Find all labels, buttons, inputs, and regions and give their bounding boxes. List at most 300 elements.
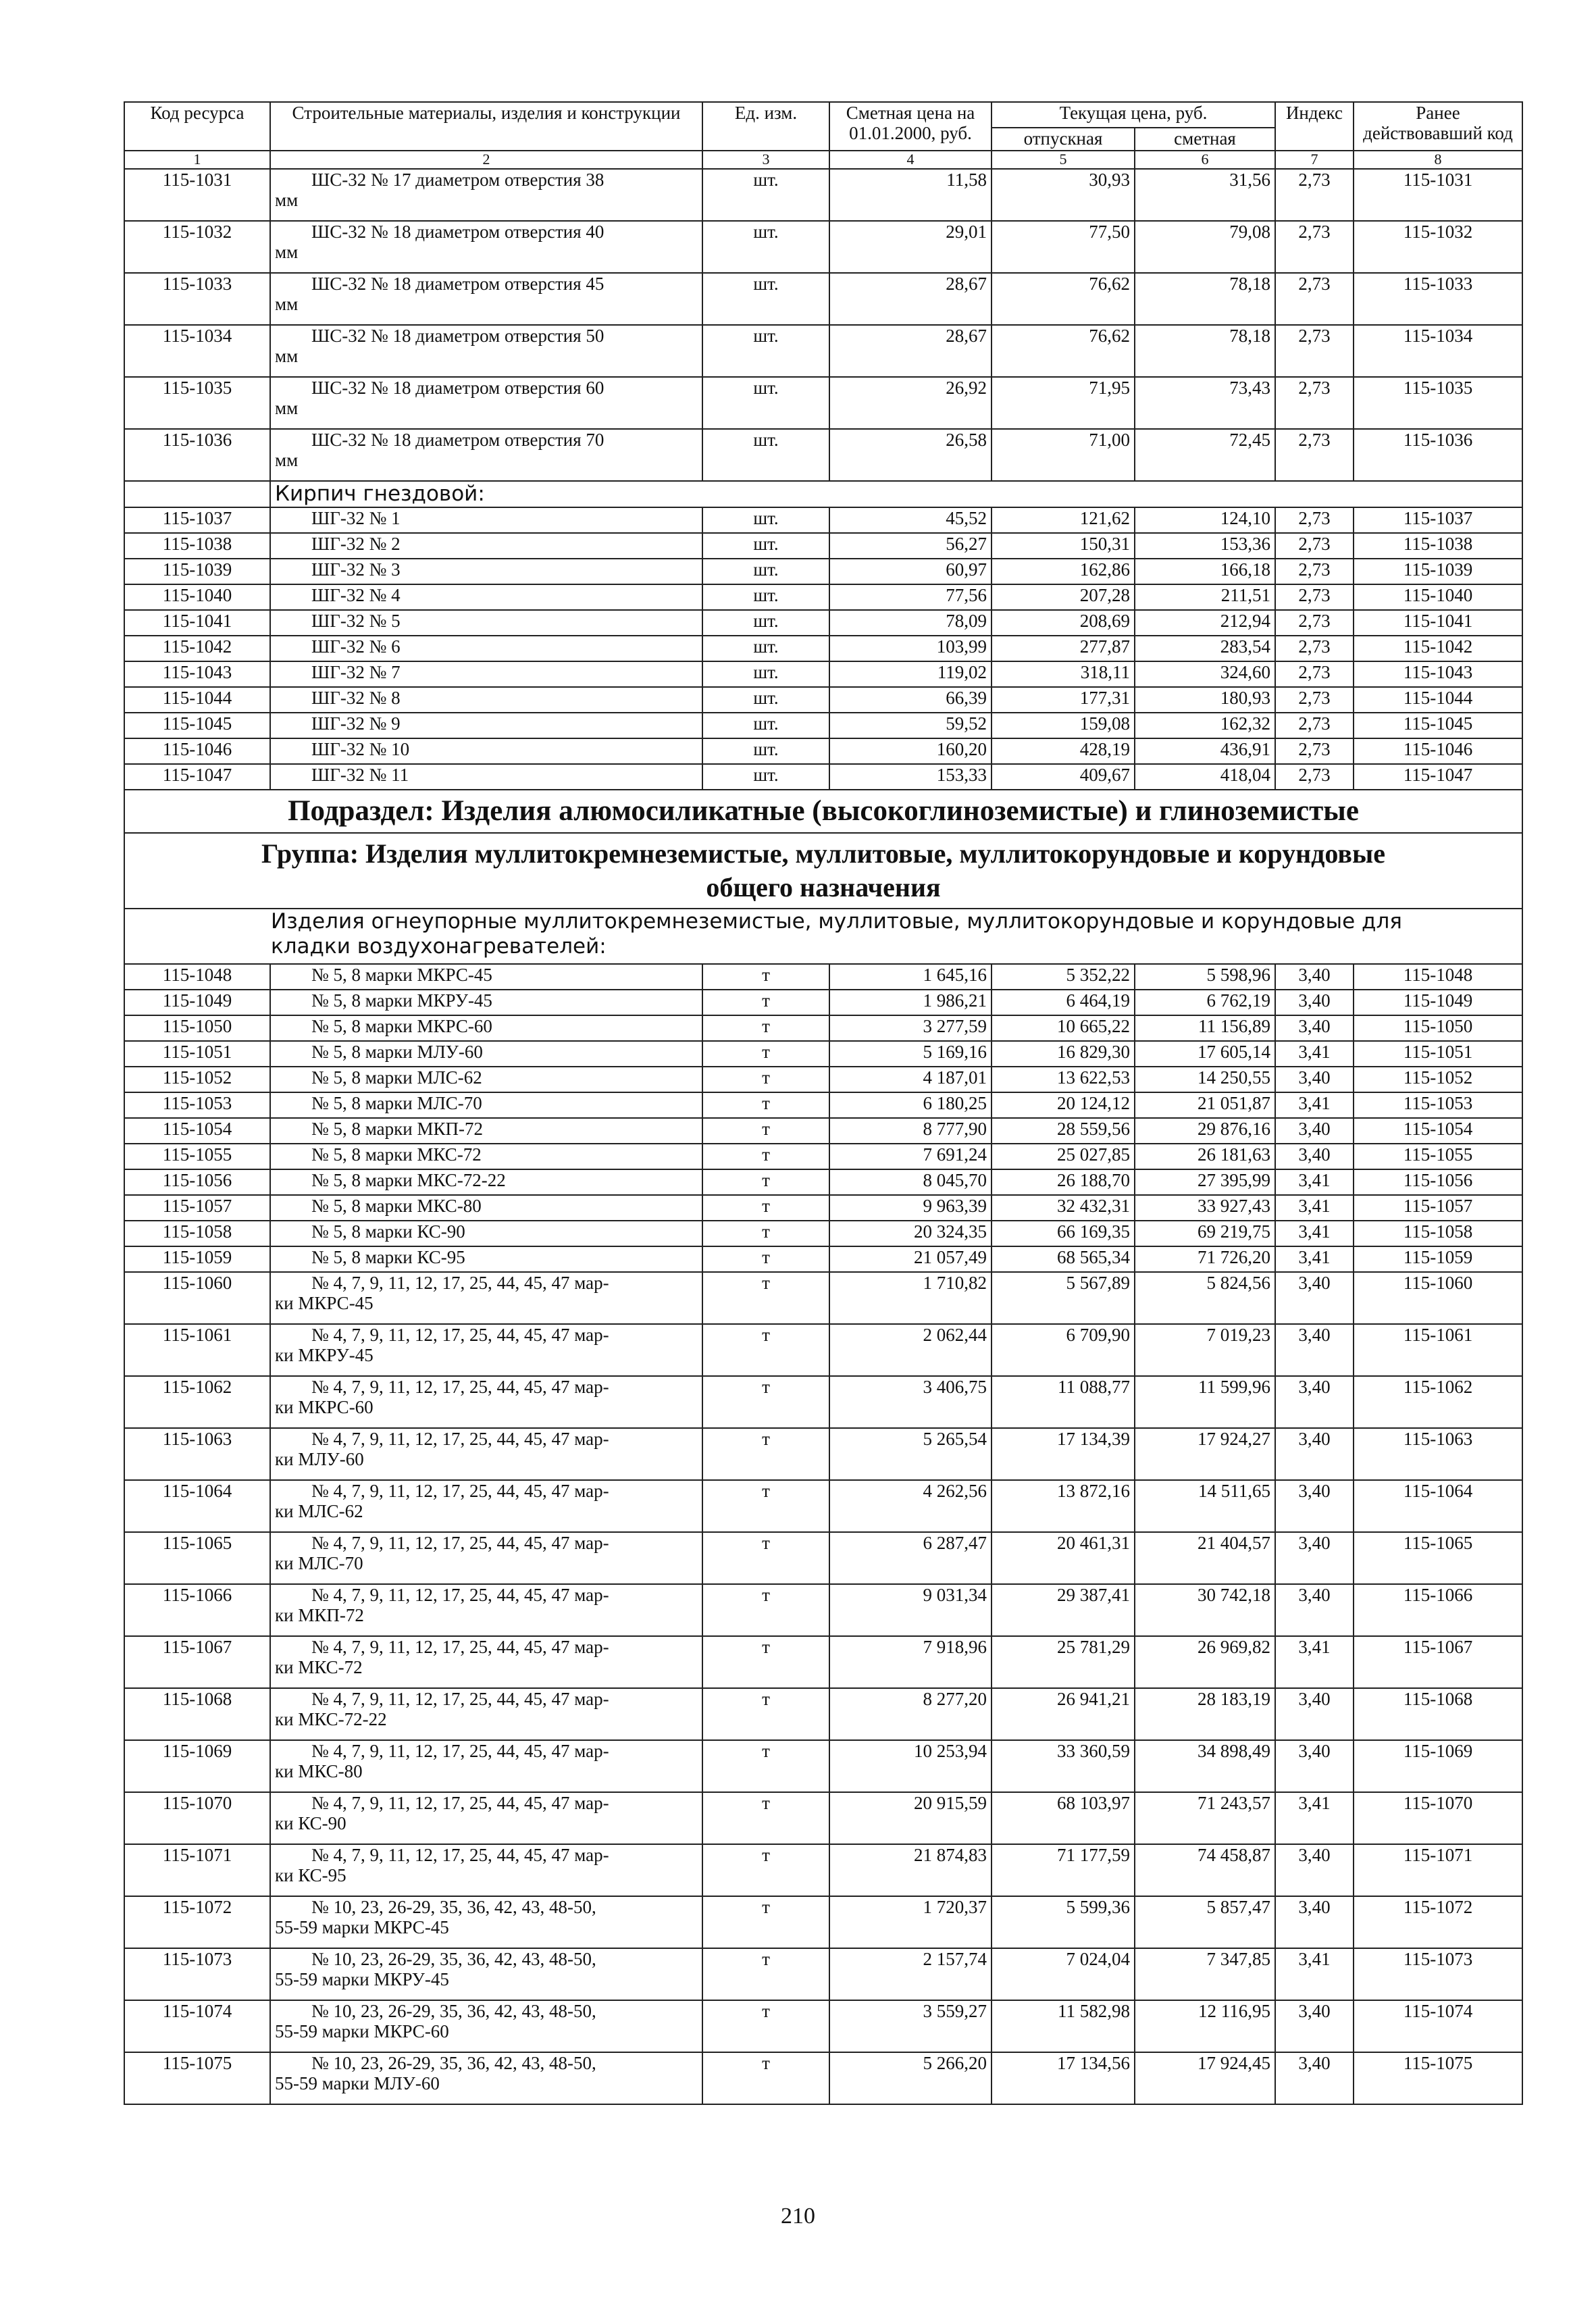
resource-code: 115-1042	[124, 636, 270, 661]
caption-spacer	[124, 481, 270, 507]
base-price-cell: 7 918,96	[829, 1636, 992, 1688]
base-price-cell: 4 187,01	[829, 1067, 992, 1092]
table-row	[124, 1740, 1522, 1792]
prev-code-cell: 115-1042	[1354, 636, 1522, 661]
material-name	[270, 507, 702, 533]
resource-code: 115-1051	[124, 1041, 270, 1067]
release-price-cell: 28 559,56	[992, 1118, 1135, 1144]
estimate-price-cell: 21 051,87	[1135, 1092, 1275, 1118]
index-cell: 2,73	[1275, 713, 1354, 738]
prev-code-cell: 115-1071	[1354, 1844, 1522, 1896]
prev-code-cell: 115-1037	[1354, 507, 1522, 533]
release-price-cell: 26 188,70	[992, 1169, 1135, 1195]
material-name	[270, 1584, 702, 1636]
prev-code-cell: 115-1050	[1354, 1015, 1522, 1041]
group-title-line2: общего назначения	[706, 871, 941, 903]
material-name-line1: ШГ-32 № 11	[311, 764, 409, 785]
release-price-cell: 10 665,22	[992, 1015, 1135, 1041]
index-cell: 3,40	[1275, 1272, 1354, 1324]
material-name-line1: ШС-32 № 18 диаметром отверстия 40	[311, 221, 604, 242]
index-cell: 3,40	[1275, 1740, 1354, 1792]
material-name-line2: 55-59 марки МЛУ-60	[275, 2073, 440, 2094]
material-name	[270, 1144, 702, 1169]
price-table-body	[124, 169, 1522, 2104]
release-price-cell: 13 872,16	[992, 1480, 1135, 1532]
material-name-line1: № 5, 8 марки МЛУ-60	[311, 1041, 483, 1062]
estimate-price-cell: 212,94	[1135, 610, 1275, 636]
base-price-cell: 6 287,47	[829, 1532, 992, 1584]
table-row	[124, 1688, 1522, 1740]
resource-code: 115-1047	[124, 764, 270, 790]
index-cell: 2,73	[1275, 221, 1354, 273]
resource-code: 115-1034	[124, 325, 270, 377]
base-price-cell: 153,33	[829, 764, 992, 790]
base-price-cell: 3 277,59	[829, 1015, 992, 1041]
index-cell: 2,73	[1275, 429, 1354, 481]
material-name-line1: № 4, 7, 9, 11, 12, 17, 25, 44, 45, 47 мар-	[311, 1428, 609, 1449]
table-row	[124, 1092, 1522, 1118]
resource-code: 115-1054	[124, 1118, 270, 1144]
table-row	[124, 1948, 1522, 2000]
header-prev-code: Ранее действовавший код	[1354, 102, 1522, 151]
table-row	[124, 1428, 1522, 1480]
material-name-line1: ШГ-32 № 10	[311, 738, 410, 759]
resource-code: 115-1048	[124, 964, 270, 990]
unit-cell: т	[702, 1376, 829, 1428]
resource-code: 115-1056	[124, 1169, 270, 1195]
index-cell: 3,40	[1275, 1584, 1354, 1636]
release-price-cell: 20 124,12	[992, 1092, 1135, 1118]
unit-cell: т	[702, 1532, 829, 1584]
material-name-line2: ки МКРУ-45	[275, 1345, 374, 1366]
material-name-line1: ШГ-32 № 2	[311, 533, 401, 554]
resource-code: 115-1057	[124, 1195, 270, 1221]
material-name-line2: 55-59 марки МКРС-60	[275, 2021, 449, 2042]
unit-cell: шт.	[702, 273, 829, 325]
release-price-cell: 7 024,04	[992, 1948, 1135, 2000]
material-name	[270, 764, 702, 790]
material-name-line1: № 4, 7, 9, 11, 12, 17, 25, 44, 45, 47 мар-	[311, 1740, 609, 1761]
release-price-cell: 71,95	[992, 377, 1135, 429]
prev-code-cell: 115-1043	[1354, 661, 1522, 687]
unit-cell: т	[702, 1688, 829, 1740]
resource-code: 115-1041	[124, 610, 270, 636]
index-cell: 3,40	[1275, 1428, 1354, 1480]
prev-code-cell: 115-1038	[1354, 533, 1522, 559]
unit-cell: т	[702, 1118, 829, 1144]
base-price-cell: 8 277,20	[829, 1688, 992, 1740]
prev-code-cell: 115-1051	[1354, 1041, 1522, 1067]
release-price-cell: 11 088,77	[992, 1376, 1135, 1428]
material-name	[270, 584, 702, 610]
material-name	[270, 1896, 702, 1948]
base-price-cell: 2 157,74	[829, 1948, 992, 2000]
prev-code-cell: 115-1064	[1354, 1480, 1522, 1532]
index-cell: 3,40	[1275, 1896, 1354, 1948]
release-price-cell: 33 360,59	[992, 1740, 1135, 1792]
material-name	[270, 964, 702, 990]
resource-code: 115-1044	[124, 687, 270, 713]
index-cell: 3,41	[1275, 1792, 1354, 1844]
resource-code: 115-1059	[124, 1246, 270, 1272]
material-name	[270, 559, 702, 584]
unit-cell: т	[702, 1272, 829, 1324]
unit-cell: т	[702, 2000, 829, 2052]
prev-code-cell: 115-1063	[1354, 1428, 1522, 1480]
prev-code-cell: 115-1031	[1354, 169, 1522, 221]
material-name	[270, 429, 702, 481]
prev-code-cell: 115-1072	[1354, 1896, 1522, 1948]
release-price-cell: 16 829,30	[992, 1041, 1135, 1067]
material-name-line1: ШГ-32 № 9	[311, 713, 401, 734]
material-name	[270, 2000, 702, 2052]
prev-code-cell: 115-1049	[1354, 990, 1522, 1015]
resource-code: 115-1070	[124, 1792, 270, 1844]
subsection-title: Подраздел: Изделия алюмосиликатные (высокоглиноземистые) и глиноземистые	[124, 790, 1522, 833]
column-number: 5	[992, 151, 1135, 169]
material-name	[270, 1532, 702, 1584]
release-price-cell: 71 177,59	[992, 1844, 1135, 1896]
material-name-line1: № 5, 8 марки МКРС-45	[311, 964, 492, 985]
table-row	[124, 964, 1522, 990]
estimate-price-cell: 74 458,87	[1135, 1844, 1275, 1896]
index-cell: 3,40	[1275, 2052, 1354, 2104]
table-row	[124, 1376, 1522, 1428]
index-cell: 3,40	[1275, 990, 1354, 1015]
resource-code: 115-1049	[124, 990, 270, 1015]
unit-cell: шт.	[702, 713, 829, 738]
base-price-cell: 9 031,34	[829, 1584, 992, 1636]
index-cell: 2,73	[1275, 507, 1354, 533]
base-price-cell: 9 963,39	[829, 1195, 992, 1221]
material-name-line1: ШС-32 № 17 диаметром отверстия 38	[311, 169, 604, 190]
table-row	[124, 377, 1522, 429]
index-cell: 3,41	[1275, 1246, 1354, 1272]
release-price-cell: 17 134,39	[992, 1428, 1135, 1480]
material-name-line1: № 4, 7, 9, 11, 12, 17, 25, 44, 45, 47 мар-	[311, 1272, 609, 1293]
prev-code-cell: 115-1053	[1354, 1092, 1522, 1118]
material-name-line2: ки МЛУ-60	[275, 1449, 364, 1470]
resource-code: 115-1037	[124, 507, 270, 533]
material-name-line1: ШГ-32 № 1	[311, 507, 401, 528]
group-caption-row	[124, 909, 1522, 964]
unit-cell: т	[702, 1015, 829, 1041]
prev-code-cell: 115-1069	[1354, 1740, 1522, 1792]
table-row	[124, 507, 1522, 533]
estimate-price-cell: 14 511,65	[1135, 1480, 1275, 1532]
table-row	[124, 2052, 1522, 2104]
release-price-cell: 150,31	[992, 533, 1135, 559]
prev-code-cell: 115-1066	[1354, 1584, 1522, 1636]
prev-code-cell: 115-1059	[1354, 1246, 1522, 1272]
unit-cell: шт.	[702, 429, 829, 481]
prev-code-cell: 115-1058	[1354, 1221, 1522, 1246]
estimate-price-cell: 69 219,75	[1135, 1221, 1275, 1246]
material-name-line2: мм	[275, 449, 299, 470]
estimate-price-cell: 418,04	[1135, 764, 1275, 790]
header-code: Код ресурса	[124, 102, 270, 151]
release-price-cell: 5 567,89	[992, 1272, 1135, 1324]
estimate-price-cell: 283,54	[1135, 636, 1275, 661]
release-price-cell: 68 565,34	[992, 1246, 1135, 1272]
material-name	[270, 1324, 702, 1376]
material-name-line1: № 4, 7, 9, 11, 12, 17, 25, 44, 45, 47 мар-	[311, 1376, 609, 1397]
material-name-line2: ки МКС-72	[275, 1657, 363, 1678]
prev-code-cell: 115-1065	[1354, 1532, 1522, 1584]
resource-code: 115-1067	[124, 1636, 270, 1688]
material-name-line1: № 4, 7, 9, 11, 12, 17, 25, 44, 45, 47 мар-	[311, 1532, 609, 1553]
release-price-cell: 208,69	[992, 610, 1135, 636]
resource-code: 115-1058	[124, 1221, 270, 1246]
resource-code: 115-1074	[124, 2000, 270, 2052]
table-row	[124, 584, 1522, 610]
estimate-price-cell: 73,43	[1135, 377, 1275, 429]
group-caption	[124, 909, 1522, 964]
estimate-price-cell: 7 019,23	[1135, 1324, 1275, 1376]
resource-code: 115-1038	[124, 533, 270, 559]
material-name-line1: № 5, 8 марки МЛС-62	[311, 1067, 482, 1088]
index-cell: 3,41	[1275, 1092, 1354, 1118]
release-price-cell: 159,08	[992, 713, 1135, 738]
index-cell: 3,41	[1275, 1041, 1354, 1067]
release-price-cell: 25 027,85	[992, 1144, 1135, 1169]
table-row	[124, 990, 1522, 1015]
estimate-price-cell: 180,93	[1135, 687, 1275, 713]
unit-cell: т	[702, 990, 829, 1015]
prev-code-cell: 115-1055	[1354, 1144, 1522, 1169]
material-name-line2: мм	[275, 397, 299, 418]
material-name	[270, 1041, 702, 1067]
prev-code-cell: 115-1060	[1354, 1272, 1522, 1324]
unit-cell: шт.	[702, 221, 829, 273]
material-name-line2: ки МКРС-45	[275, 1293, 374, 1314]
unit-cell: т	[702, 2052, 829, 2104]
unit-cell: шт.	[702, 610, 829, 636]
column-number: 4	[829, 151, 992, 169]
header-index: Индекс	[1275, 102, 1354, 151]
release-price-cell: 76,62	[992, 325, 1135, 377]
material-name	[270, 169, 702, 221]
subsection-row	[124, 790, 1522, 833]
base-price-cell: 60,97	[829, 559, 992, 584]
material-name	[270, 1015, 702, 1041]
material-name	[270, 325, 702, 377]
material-name-line1: № 4, 7, 9, 11, 12, 17, 25, 44, 45, 47 мар-	[311, 1584, 609, 1605]
material-name	[270, 1169, 702, 1195]
group-title	[124, 833, 1522, 909]
release-price-cell: 76,62	[992, 273, 1135, 325]
index-cell: 3,40	[1275, 1144, 1354, 1169]
brick-caption-row	[124, 481, 1522, 507]
table-row	[124, 1532, 1522, 1584]
prev-code-cell: 115-1056	[1354, 1169, 1522, 1195]
unit-cell: шт.	[702, 661, 829, 687]
material-name-line1: № 4, 7, 9, 11, 12, 17, 25, 44, 45, 47 мар-	[311, 1792, 609, 1813]
material-name	[270, 1272, 702, 1324]
table-row	[124, 1792, 1522, 1844]
material-name	[270, 1195, 702, 1221]
brick-caption	[270, 481, 1522, 507]
table-row	[124, 1896, 1522, 1948]
release-price-cell: 25 781,29	[992, 1636, 1135, 1688]
material-name-line1: № 10, 23, 26-29, 35, 36, 42, 43, 48-50,	[311, 2000, 596, 2021]
prev-code-cell: 115-1033	[1354, 273, 1522, 325]
resource-code: 115-1073	[124, 1948, 270, 2000]
prev-code-cell: 115-1052	[1354, 1067, 1522, 1092]
material-name-line1: № 5, 8 марки МКС-72	[311, 1144, 482, 1165]
unit-cell: т	[702, 1169, 829, 1195]
unit-cell: шт.	[702, 636, 829, 661]
base-price-cell: 3 406,75	[829, 1376, 992, 1428]
header-estimate-price: сметная	[1135, 128, 1275, 151]
table-row	[124, 273, 1522, 325]
resource-code: 115-1031	[124, 169, 270, 221]
index-cell: 3,40	[1275, 1532, 1354, 1584]
index-cell: 2,73	[1275, 610, 1354, 636]
index-cell: 3,41	[1275, 1948, 1354, 2000]
prev-code-cell: 115-1054	[1354, 1118, 1522, 1144]
material-name-line1: № 10, 23, 26-29, 35, 36, 42, 43, 48-50,	[311, 1896, 596, 1917]
release-price-cell: 26 941,21	[992, 1688, 1135, 1740]
unit-cell: т	[702, 964, 829, 990]
table-row	[124, 559, 1522, 584]
resource-code: 115-1046	[124, 738, 270, 764]
release-price-cell: 20 461,31	[992, 1532, 1135, 1584]
base-price-cell: 77,56	[829, 584, 992, 610]
table-row	[124, 1636, 1522, 1688]
group-title-line1: Группа: Изделия муллитокремнеземистые, муллитовые, муллитокорундовые и корундовые	[261, 838, 1385, 869]
estimate-price-cell: 166,18	[1135, 559, 1275, 584]
table-row	[124, 1169, 1522, 1195]
release-price-cell: 318,11	[992, 661, 1135, 687]
resource-code: 115-1050	[124, 1015, 270, 1041]
estimate-price-cell: 5 598,96	[1135, 964, 1275, 990]
table-row	[124, 738, 1522, 764]
estimate-price-cell: 28 183,19	[1135, 1688, 1275, 1740]
table-row	[124, 687, 1522, 713]
index-cell: 3,41	[1275, 1636, 1354, 1688]
material-name-line1: № 5, 8 марки КС-95	[311, 1246, 465, 1267]
table-row	[124, 1844, 1522, 1896]
resource-code: 115-1040	[124, 584, 270, 610]
release-price-cell: 6 464,19	[992, 990, 1135, 1015]
material-name-line1: ШГ-32 № 3	[311, 559, 401, 580]
material-name	[270, 1246, 702, 1272]
table-row	[124, 169, 1522, 221]
base-price-cell: 28,67	[829, 325, 992, 377]
group-caption-line1: Изделия огнеупорные муллитокремнеземистые, муллитовые, муллитокорундовые и корундовые для	[271, 909, 1402, 934]
index-cell: 2,73	[1275, 764, 1354, 790]
resource-code: 115-1032	[124, 221, 270, 273]
unit-cell: т	[702, 1324, 829, 1376]
estimate-price-cell: 5 857,47	[1135, 1896, 1275, 1948]
material-name	[270, 1221, 702, 1246]
estimate-price-cell: 78,18	[1135, 325, 1275, 377]
unit-cell: шт.	[702, 533, 829, 559]
base-price-cell: 7 691,24	[829, 1144, 992, 1169]
material-name-line1: № 4, 7, 9, 11, 12, 17, 25, 44, 45, 47 мар-	[311, 1688, 609, 1709]
unit-cell: т	[702, 1246, 829, 1272]
index-cell: 3,40	[1275, 1015, 1354, 1041]
release-price-cell: 77,50	[992, 221, 1135, 273]
index-cell: 3,40	[1275, 964, 1354, 990]
estimate-price-cell: 71 726,20	[1135, 1246, 1275, 1272]
material-name-line1: № 5, 8 марки МКС-72-22	[311, 1169, 506, 1190]
unit-cell: шт.	[702, 738, 829, 764]
index-cell: 3,41	[1275, 1169, 1354, 1195]
column-number: 6	[1135, 151, 1275, 169]
unit-cell: шт.	[702, 687, 829, 713]
table-row	[124, 1272, 1522, 1324]
release-price-cell: 66 169,35	[992, 1221, 1135, 1246]
material-name	[270, 1740, 702, 1792]
material-name-line1: ШС-32 № 18 диаметром отверстия 45	[311, 273, 604, 294]
table-row	[124, 661, 1522, 687]
base-price-cell: 3 559,27	[829, 2000, 992, 2052]
material-name-line1: № 10, 23, 26-29, 35, 36, 42, 43, 48-50,	[311, 2052, 596, 2073]
resource-code: 115-1061	[124, 1324, 270, 1376]
release-price-cell: 5 352,22	[992, 964, 1135, 990]
base-price-cell: 10 253,94	[829, 1740, 992, 1792]
base-price-cell: 11,58	[829, 169, 992, 221]
estimate-price-cell: 17 924,45	[1135, 2052, 1275, 2104]
resource-code: 115-1045	[124, 713, 270, 738]
material-name-line1: ШС-32 № 18 диаметром отверстия 50	[311, 325, 604, 346]
material-name-line2: мм	[275, 241, 299, 262]
resource-code: 115-1052	[124, 1067, 270, 1092]
release-price-cell: 5 599,36	[992, 1896, 1135, 1948]
resource-code: 115-1043	[124, 661, 270, 687]
prev-code-cell: 115-1032	[1354, 221, 1522, 273]
base-price-cell: 28,67	[829, 273, 992, 325]
release-price-cell: 207,28	[992, 584, 1135, 610]
prev-code-cell: 115-1035	[1354, 377, 1522, 429]
table-row	[124, 1144, 1522, 1169]
table-row	[124, 325, 1522, 377]
column-number-row	[124, 151, 1522, 169]
header-unit: Ед. изм.	[702, 102, 829, 151]
base-price-cell: 5 169,16	[829, 1041, 992, 1067]
unit-cell: шт.	[702, 764, 829, 790]
estimate-price-cell: 124,10	[1135, 507, 1275, 533]
material-name	[270, 1376, 702, 1428]
resource-code: 115-1075	[124, 2052, 270, 2104]
estimate-price-cell: 34 898,49	[1135, 1740, 1275, 1792]
prev-code-cell: 115-1040	[1354, 584, 1522, 610]
unit-cell: т	[702, 1584, 829, 1636]
base-price-cell: 20 915,59	[829, 1792, 992, 1844]
material-name-line2: мм	[275, 293, 299, 314]
index-cell: 3,40	[1275, 1067, 1354, 1092]
table-row	[124, 1324, 1522, 1376]
table-row	[124, 764, 1522, 790]
base-price-cell: 2 062,44	[829, 1324, 992, 1376]
header-release-price: отпускная	[992, 128, 1135, 151]
unit-cell: т	[702, 1636, 829, 1688]
material-name-line1: ШГ-32 № 6	[311, 636, 401, 657]
prev-code-cell: 115-1047	[1354, 764, 1522, 790]
index-cell: 3,40	[1275, 2000, 1354, 2052]
estimate-price-cell: 5 824,56	[1135, 1272, 1275, 1324]
index-cell: 2,73	[1275, 273, 1354, 325]
table-row	[124, 1041, 1522, 1067]
release-price-cell: 68 103,97	[992, 1792, 1135, 1844]
prev-code-cell: 115-1039	[1354, 559, 1522, 584]
release-price-cell: 11 582,98	[992, 2000, 1135, 2052]
base-price-cell: 6 180,25	[829, 1092, 992, 1118]
unit-cell: шт.	[702, 507, 829, 533]
index-cell: 2,73	[1275, 169, 1354, 221]
